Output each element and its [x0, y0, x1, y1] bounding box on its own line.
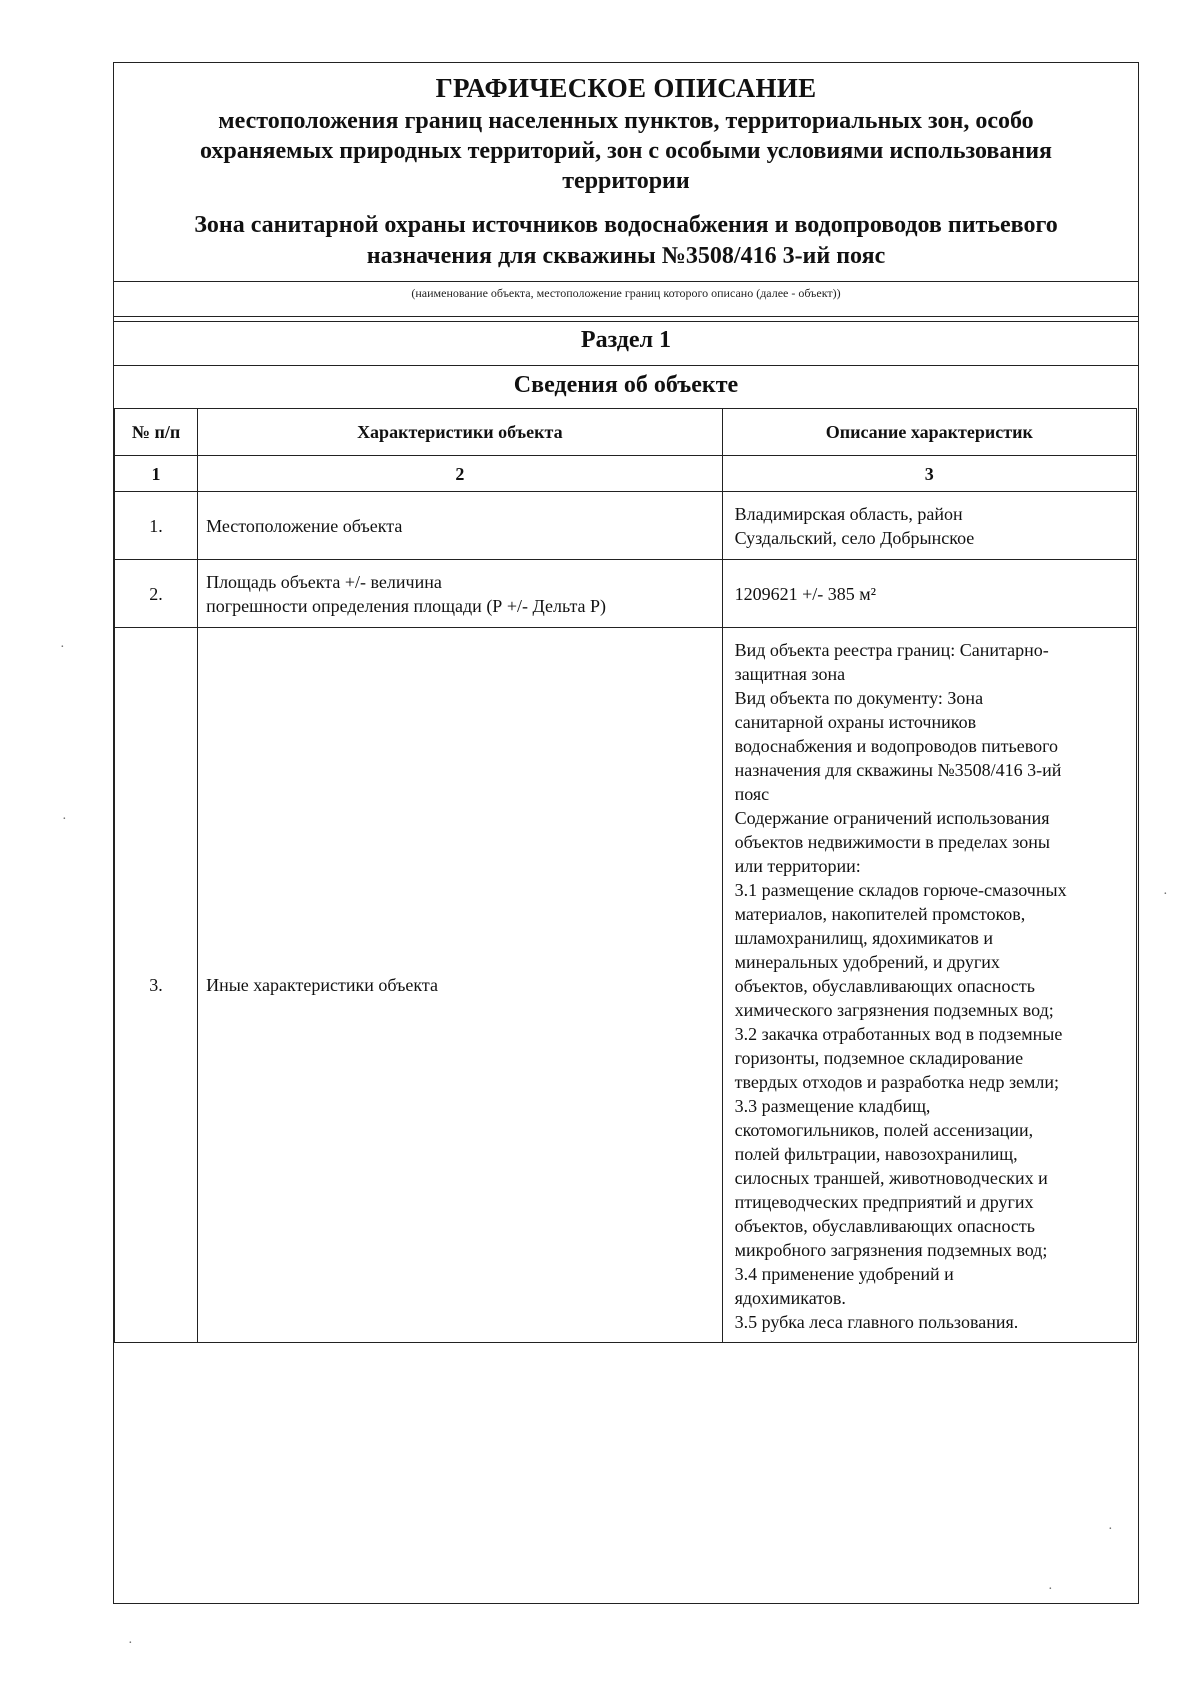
- column-index: 1: [115, 456, 198, 492]
- table-header-row: [115, 409, 1137, 456]
- subtitle-line: территории: [562, 168, 690, 194]
- document-header: [114, 63, 1138, 283]
- description-line: микробного загрязнения подземных вод;: [734, 1240, 1048, 1260]
- divider: [114, 281, 1138, 282]
- table-row: [115, 560, 1137, 628]
- characteristic-description: [722, 628, 1136, 1343]
- description-line: твердых отходов и разработка недр земли;: [734, 1072, 1060, 1092]
- scan-speck: ·: [1108, 1522, 1113, 1537]
- scan-speck: ·: [1163, 887, 1168, 902]
- column-header: № п/п: [115, 409, 198, 456]
- object-caption: (наименование объекта, местоположение границ которого описано (далее - объект)): [411, 286, 841, 300]
- document-title: ГРАФИЧЕСКОЕ ОПИСАНИЕ: [435, 73, 817, 103]
- table-row: [115, 492, 1137, 560]
- column-index: 2: [198, 456, 723, 492]
- characteristic-name: Иные характеристики объекта: [198, 628, 723, 1343]
- characteristic-description: 1209621 +/- 385 м²: [722, 560, 1136, 628]
- subtitle-line: местоположения границ населенных пунктов, территориальных зон, особо: [218, 108, 1034, 134]
- document-subtitle: [134, 106, 1118, 196]
- description-line: Суздальский, село Добрынское: [734, 527, 975, 548]
- description-line: объектов, обуславливающих опасность: [734, 976, 1035, 996]
- column-index-row: [115, 456, 1137, 492]
- name-line: погрешности определения площади (Р +/- Дельта Р): [206, 595, 607, 616]
- description-line: Вид объекта реестра границ: Санитарно-: [734, 640, 1049, 660]
- scan-speck: ·: [1048, 1582, 1053, 1597]
- description-line: Содержание ограничений использования: [734, 808, 1050, 828]
- divider: [114, 365, 1138, 366]
- description-line: ядохимикатов.: [734, 1288, 846, 1308]
- description-line: минеральных удобрений, и других: [734, 952, 1000, 972]
- description-line: птицеводческих предприятий и других: [734, 1192, 1034, 1212]
- table-row: [115, 628, 1137, 1343]
- column-header: Описание характеристик: [722, 409, 1136, 456]
- characteristic-name: Местоположение объекта: [198, 492, 723, 560]
- description-line: силосных траншей, животноводческих и: [734, 1168, 1048, 1188]
- description-line: шламохранилищ, ядохимикатов и: [734, 928, 993, 948]
- description-line: полей фильтрации, навозохранилищ,: [734, 1144, 1018, 1164]
- description-line: объектов недвижимости в пределах зоны: [734, 832, 1051, 852]
- object-name-line: назначения для скважины №3508/416 3-ий пояс: [366, 243, 886, 269]
- description-line: водоснабжения и водопроводов питьевого: [734, 736, 1059, 756]
- description-line: материалов, накопителей промстоков,: [734, 904, 1026, 924]
- subtitle-line: охраняемых природных территорий, зон с особыми условиями использования: [199, 138, 1053, 164]
- row-number: 2.: [115, 560, 198, 628]
- description-line: или территории:: [734, 856, 861, 876]
- object-name: [134, 210, 1118, 272]
- description-line: пояс: [734, 784, 770, 804]
- description-line: 3.5 рубка леса главного пользования.: [734, 1312, 1019, 1332]
- section-label: Раздел 1: [580, 327, 672, 353]
- scan-speck: ·: [62, 812, 67, 827]
- row-number: 3.: [115, 628, 198, 1343]
- description-line: 3.3 размещение кладбищ,: [734, 1096, 931, 1116]
- object-info-table: [114, 408, 1137, 1343]
- description-line: защитная зона: [734, 664, 846, 684]
- description-line: объектов, обуславливающих опасность: [734, 1216, 1035, 1236]
- column-header: Характеристики объекта: [198, 409, 723, 456]
- description-line: 3.2 закачка отработанных вод в подземные: [734, 1024, 1063, 1044]
- row-number: 1.: [115, 492, 198, 560]
- divider: [114, 321, 1138, 322]
- description-line: Владимирская область, район: [734, 503, 963, 524]
- object-name-line: Зона санитарной охраны источников водоснабжения и водопроводов питьевого: [194, 212, 1058, 238]
- description-line: горизонты, подземное складирование: [734, 1048, 1024, 1068]
- scan-speck: ·: [128, 1636, 133, 1651]
- description-line: 3.1 размещение складов горюче-смазочных: [734, 880, 1067, 900]
- description-line: санитарной охраны источников: [734, 712, 977, 732]
- scan-speck: ·: [60, 640, 65, 655]
- description-line: 3.4 применение удобрений и: [734, 1264, 954, 1284]
- characteristic-name: [198, 560, 723, 628]
- description-line: назначения для скважины №3508/416 3-ий: [734, 760, 1062, 780]
- name-line: Площадь объекта +/- величина: [206, 571, 442, 592]
- description-line: Вид объекта по документу: Зона: [734, 688, 984, 708]
- description-line: скотомогильников, полей ассенизации,: [734, 1120, 1034, 1140]
- section-title: Сведения об объекте: [513, 372, 739, 398]
- column-index: 3: [722, 456, 1136, 492]
- characteristic-description: [722, 492, 1136, 560]
- document-frame: [113, 62, 1139, 1604]
- divider: [114, 316, 1138, 317]
- description-line: химического загрязнения подземных вод;: [734, 1000, 1054, 1020]
